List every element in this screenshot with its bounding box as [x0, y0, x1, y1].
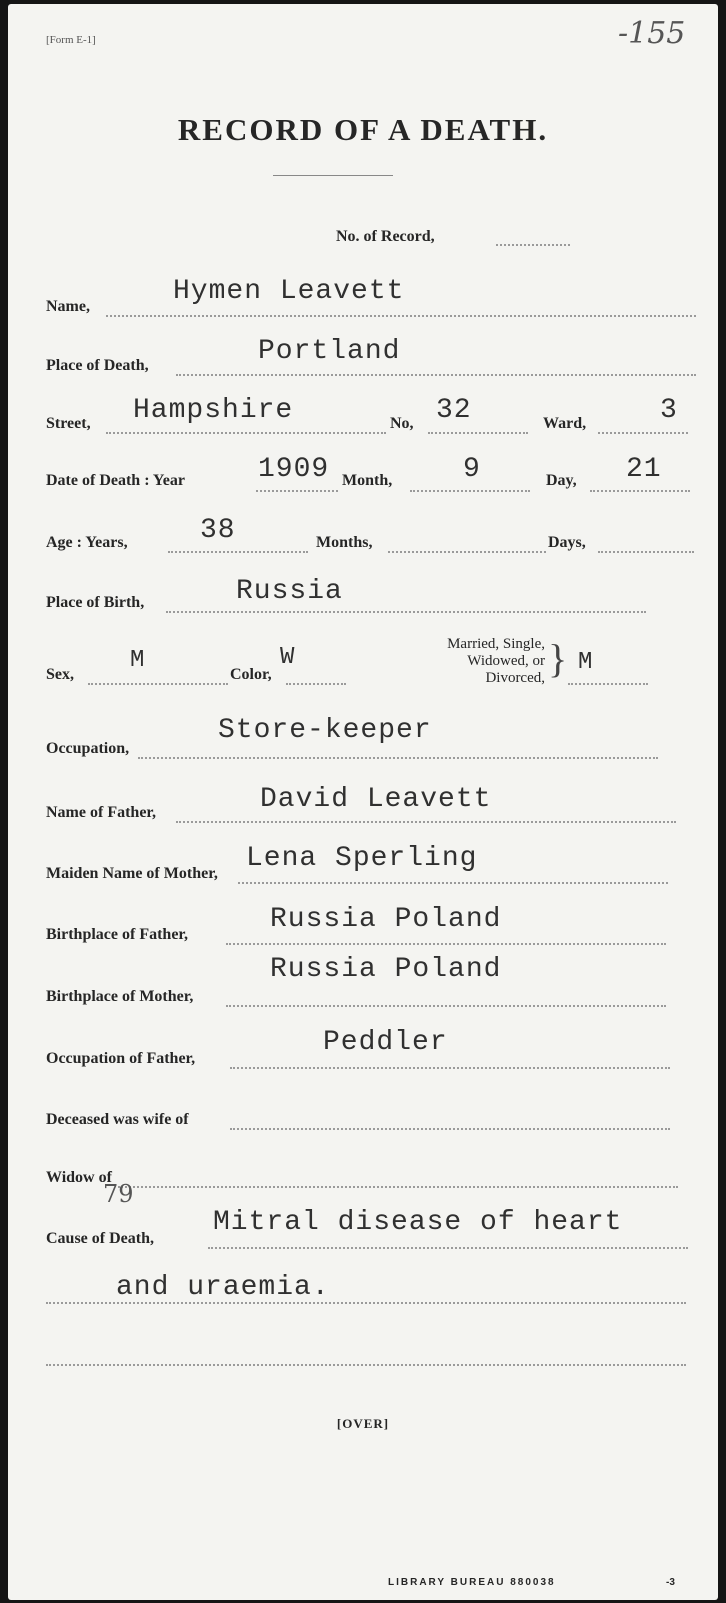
- no-of-record-line: [496, 244, 570, 246]
- name-of-father-label: Name of Father,: [46, 804, 157, 821]
- marital-label-line3: Divorced,: [485, 670, 545, 686]
- cause-of-death-value-line1: Mitral disease of heart: [213, 1207, 623, 1238]
- corner-note: -155: [618, 16, 686, 51]
- color-line: [286, 683, 346, 685]
- months-label: Months,: [316, 534, 373, 551]
- deceased-was-wife-of-label: Deceased was wife of: [46, 1111, 189, 1128]
- marital-value: M: [578, 649, 594, 676]
- maiden-name-of-mother-line: [238, 882, 668, 884]
- no-label: No,: [390, 415, 414, 432]
- name-of-father-line: [176, 821, 676, 823]
- marital-line: [568, 683, 648, 685]
- page-title: RECORD OF A DEATH.: [177, 112, 549, 147]
- name-value: Hymen Leavett: [173, 276, 405, 307]
- name-of-father-value: David Leavett: [260, 784, 492, 815]
- maiden-name-of-mother-label: Maiden Name of Mother,: [46, 865, 218, 882]
- cause-of-death-label: Cause of Death,: [46, 1230, 154, 1247]
- days-label: Days,: [548, 534, 586, 551]
- year-value: 1909: [258, 454, 330, 485]
- cause-of-death-value-line2: and uraemia.: [116, 1272, 330, 1303]
- street-label: Street,: [46, 415, 91, 432]
- cause-code: 79: [103, 1180, 134, 1208]
- marital-label-line2: Widowed, or: [467, 653, 545, 669]
- street-line: [106, 432, 386, 434]
- widow-of-line: [118, 1186, 678, 1188]
- occupation-label: Occupation,: [46, 740, 130, 757]
- year-line: [256, 490, 338, 492]
- name-line: [106, 315, 696, 317]
- place-of-death-label: Place of Death,: [46, 357, 149, 374]
- no-value: 32: [436, 395, 472, 426]
- ward-line: [598, 432, 688, 434]
- ward-label: Ward,: [543, 415, 587, 432]
- occupation-line: [138, 757, 658, 759]
- no-line: [428, 432, 528, 434]
- sex-label: Sex,: [46, 666, 74, 683]
- day-line: [590, 490, 690, 492]
- sex-value: M: [130, 647, 146, 674]
- occupation-of-father-line: [230, 1067, 670, 1069]
- deceased-was-wife-of-line: [230, 1128, 670, 1130]
- street-value: Hampshire: [133, 395, 294, 426]
- widow-of-label: Widow of: [46, 1169, 112, 1186]
- marital-brace: }: [548, 636, 568, 681]
- age-years-line: [168, 551, 308, 553]
- footer-imprint: LIBRARY BUREAU 880038: [388, 1577, 556, 1588]
- days-line: [598, 551, 694, 553]
- birthplace-of-father-line: [226, 943, 666, 945]
- birthplace-of-mother-line: [226, 1005, 666, 1007]
- name-label: Name,: [46, 298, 90, 315]
- footer-code: -3: [666, 1577, 675, 1588]
- day-label: Day,: [546, 472, 577, 489]
- ward-value: 3: [660, 395, 678, 426]
- occupation-of-father-value: Peddler: [323, 1027, 448, 1058]
- occupation-value: Store-keeper: [218, 715, 432, 746]
- age-years-value: 38: [200, 515, 236, 546]
- place-of-birth-label: Place of Birth,: [46, 594, 145, 611]
- month-label: Month,: [342, 472, 393, 489]
- death-record-card: [8, 4, 718, 1600]
- occupation-of-father-label: Occupation of Father,: [46, 1050, 196, 1067]
- day-value: 21: [626, 454, 662, 485]
- birthplace-of-mother-value: Russia Poland: [270, 954, 502, 985]
- over-note: [OVER]: [336, 1416, 390, 1431]
- place-of-death-line: [176, 374, 696, 376]
- date-of-death-label: Date of Death : Year: [46, 472, 185, 489]
- color-value: W: [280, 644, 296, 671]
- month-line: [410, 490, 530, 492]
- title-rule: [273, 175, 393, 176]
- marital-label-line1: Married, Single,: [447, 636, 545, 652]
- color-label: Color,: [230, 666, 272, 683]
- maiden-name-of-mother-value: Lena Sperling: [246, 843, 478, 874]
- no-of-record-label: No. of Record,: [336, 228, 435, 245]
- place-of-death-value: Portland: [258, 336, 401, 367]
- age-years-label: Age : Years,: [46, 534, 128, 551]
- cause-of-death-line: [208, 1247, 688, 1249]
- month-value: 9: [463, 454, 481, 485]
- birthplace-of-father-label: Birthplace of Father,: [46, 926, 189, 943]
- birthplace-of-father-value: Russia Poland: [270, 904, 502, 935]
- birthplace-of-mother-label: Birthplace of Mother,: [46, 988, 194, 1005]
- months-line: [388, 551, 546, 553]
- form-tag: [Form E-1]: [46, 34, 96, 46]
- place-of-birth-line: [166, 611, 646, 613]
- cause-of-death-line3: [46, 1364, 686, 1366]
- sex-line: [88, 683, 228, 685]
- place-of-birth-value: Russia: [236, 576, 343, 607]
